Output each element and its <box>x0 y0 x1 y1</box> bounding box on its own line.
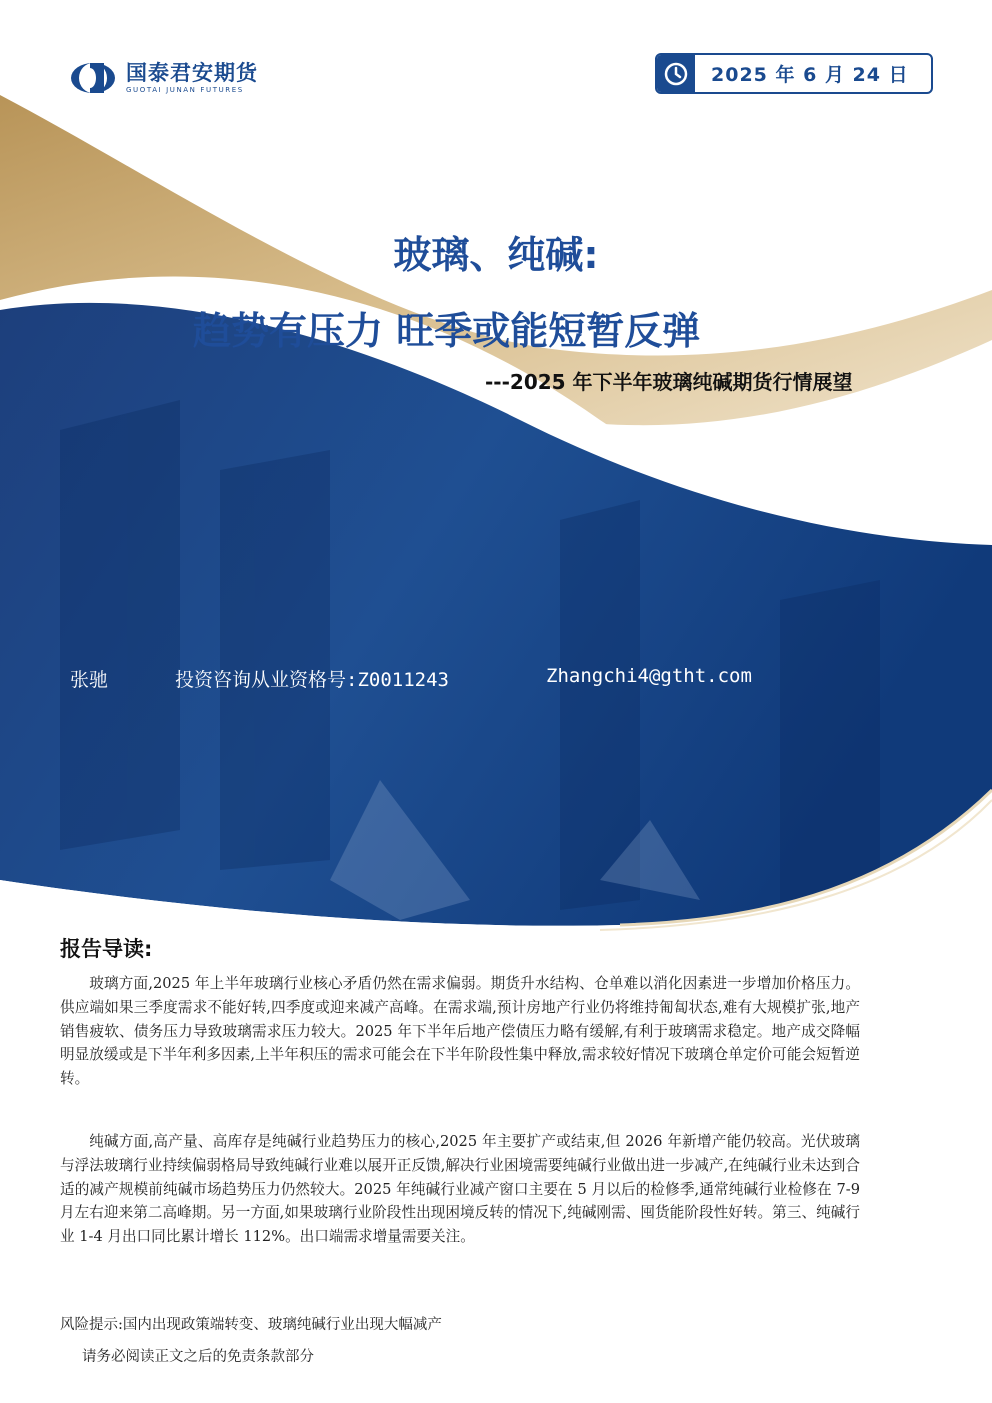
logo-name-cn: 国泰君安期货 <box>126 61 258 85</box>
author-license: 投资咨询从业资格号:Z0011243 <box>175 669 449 691</box>
report-title-line1: 玻璃、纯碱: <box>393 233 599 277</box>
risk-warning: 风险提示:国内出现政策端转变、玻璃纯碱行业出现大幅减产 <box>60 1317 442 1333</box>
report-subtitle: ---2025 年下半年玻璃纯碱期货行情展望 <box>485 370 853 394</box>
company-logo <box>70 62 258 94</box>
clock-icon <box>664 62 688 86</box>
summary-paragraph-soda-ash: 纯碱方面,高产量、高库存是纯碱行业趋势压力的核心,2025 年主要扩产或结束,但 2026 年新增产能仍较高。光伏玻璃与浮法玻璃行业持续偏弱格局导致纯碱行业难以展开正反馈,解决行业困境需要纯碱行业做出进一步减产,在纯碱行业未达到合适的减产规模前纯碱市场趋势压力仍然较大。2025 年纯碱行业减产窗口主要在 5 月以后的检修季,通常纯碱行业检修在 7-9 月左右迎来第二高峰期。另一方面,如果玻璃行业阶段性出现困境反转的情况下,纯碱刚需、囤货能阶段性好转。第三、纯碱行业 1-4 月出口同比累计增长 112%。出口端需求增量需要关注。 <box>60 1133 860 1246</box>
disclaimer-note: 请务必阅读正文之后的免责条款部分 <box>82 1349 314 1365</box>
summary-heading: 报告导读: <box>60 937 153 961</box>
logo-name-en: GUOTAI JUNAN FUTURES <box>126 86 244 94</box>
report-date: 2025 年 6 月 24 日 <box>711 64 909 86</box>
author-name: 张驰 <box>70 669 109 691</box>
report-date-box <box>655 53 933 94</box>
author-email[interactable]: Zhangchi4@gtht.com <box>546 665 752 687</box>
report-title-line2: 趋势有压力 旺季或能短暂反弹 <box>193 309 701 353</box>
logo-mark-icon <box>70 62 116 94</box>
summary-paragraph-glass: 玻璃方面,2025 年上半年玻璃行业核心矛盾仍然在需求偏弱。期货升水结构、仓单难以消化因素进一步增加价格压力。供应端如果三季度需求不能好转,四季度或迎来减产高峰。在需求端,预计房地产行业仍将维持匍匐状态,难有大规模扩张,地产销售疲软、债务压力导致玻璃需求压力较大。2025 年下半年后地产偿债压力略有缓解,有利于玻璃需求稳定。地产成交降幅明显放缓或是下半年利多因素,上半年积压的需求可能会在下半年阶段性集中释放,需求较好情况下玻璃仓单定价可能会短暂逆转。 <box>60 975 860 1088</box>
